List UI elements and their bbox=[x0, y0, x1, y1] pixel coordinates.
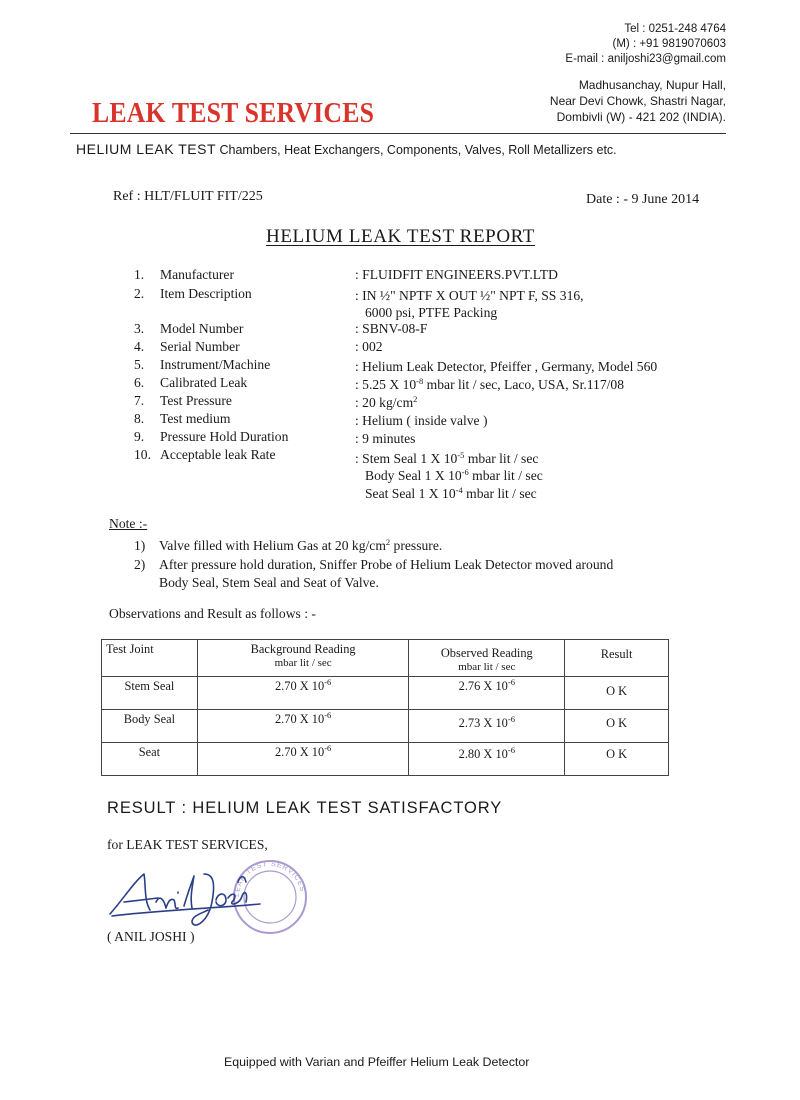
exponent: -6 bbox=[461, 467, 469, 477]
stamp-text: LEAK TEST SERVICES bbox=[233, 860, 306, 898]
item-value-calibrated-leak bbox=[355, 376, 624, 394]
tagline-lead: HELIUM LEAK TEST bbox=[76, 141, 217, 157]
item-number: 8. bbox=[134, 411, 145, 426]
value-text: mbar lit / sec bbox=[462, 486, 537, 501]
address-line: Madhusanchay, Nupur Hall, bbox=[578, 78, 726, 92]
header-observed-reading bbox=[409, 640, 565, 677]
item-value-seat-seal-rate bbox=[365, 485, 537, 503]
exponent: -6 bbox=[507, 677, 515, 687]
item-value-body-seal-rate bbox=[365, 467, 543, 485]
cell-text: Stem Seal bbox=[124, 679, 175, 693]
note-text: Valve filled with Helium Gas at 20 kg/cm bbox=[159, 538, 386, 553]
header-background-reading bbox=[197, 640, 409, 677]
item-value-hold-duration: : 9 minutes bbox=[355, 431, 416, 446]
reference-number: Ref : HLT/FLUIT FIT/225 bbox=[113, 189, 263, 204]
cell-result bbox=[565, 743, 669, 776]
note-text: Body Seal, Stem Seal and Seat of Valve. bbox=[159, 575, 379, 590]
table-row bbox=[102, 743, 669, 776]
header-test-joint bbox=[102, 640, 198, 677]
exponent: -4 bbox=[455, 485, 463, 495]
exponent: 2 bbox=[385, 537, 391, 547]
observations-heading: Observations and Result as follows : - bbox=[109, 606, 316, 621]
item-number: 10. bbox=[134, 447, 151, 462]
header-result bbox=[565, 640, 669, 677]
tagline-rest: Chambers, Heat Exchangers, Components, Valves, Roll Metallizers etc. bbox=[216, 143, 617, 157]
report-title: HELIUM LEAK TEST REPORT bbox=[266, 226, 535, 247]
value-text: Body Seal 1 X 10 bbox=[365, 468, 462, 483]
item-number: 5. bbox=[134, 357, 145, 372]
cell-test-joint bbox=[102, 677, 198, 710]
item-number: 7. bbox=[134, 393, 145, 408]
cell-observed-reading bbox=[409, 710, 565, 743]
table-row bbox=[102, 710, 669, 743]
email-address: E-mail : aniljoshi23@gmail.com bbox=[565, 53, 726, 65]
item-label-model: Model Number bbox=[160, 321, 244, 336]
item-label-test-pressure: Test Pressure bbox=[160, 393, 232, 408]
item-value-description: : IN ½" NPTF X OUT ½" NPT F, SS 316, bbox=[355, 288, 584, 303]
note-2 bbox=[159, 556, 613, 592]
header-text: Test Joint bbox=[106, 642, 154, 656]
table-header-row bbox=[102, 640, 669, 677]
company-logo-text: LEAK TEST SERVICES bbox=[92, 98, 375, 129]
item-value-serial: : 002 bbox=[355, 339, 383, 354]
footer-text: Equipped with Varian and Pfeiffer Helium Leak Detector bbox=[224, 1055, 530, 1069]
table-row bbox=[102, 677, 669, 710]
exponent: -6 bbox=[507, 745, 515, 755]
results-table bbox=[101, 639, 669, 776]
item-label-hold-duration: Pressure Hold Duration bbox=[160, 429, 289, 444]
item-label-manufacturer: Manufacturer bbox=[160, 267, 234, 282]
note-text: pressure. bbox=[390, 538, 443, 553]
item-number: 9. bbox=[134, 429, 145, 444]
cell-test-joint bbox=[102, 743, 198, 776]
for-company-line: for LEAK TEST SERVICES, bbox=[107, 837, 268, 852]
mobile-number: (M) : +91 9819070603 bbox=[612, 38, 726, 50]
value-text: mbar lit / sec, Laco, USA, Sr.117/08 bbox=[423, 377, 624, 392]
header-divider bbox=[70, 133, 726, 134]
note-number: 2) bbox=[134, 557, 146, 572]
value-text: mbar lit / sec bbox=[468, 468, 543, 483]
stamp-inner-ring bbox=[244, 871, 296, 923]
value-text: mbar lit / sec bbox=[464, 451, 539, 466]
item-value-test-medium: : Helium ( inside valve ) bbox=[355, 413, 488, 428]
item-label-description: Item Description bbox=[160, 286, 252, 301]
contact-block bbox=[565, 22, 726, 67]
cell-background-reading bbox=[197, 677, 409, 710]
item-value-instrument: : Helium Leak Detector, Pfeiffer , Germany, Model 560 bbox=[355, 359, 658, 374]
item-label-calibrated-leak: Calibrated Leak bbox=[160, 375, 248, 390]
item-label-acceptable-leak-rate: Acceptable leak Rate bbox=[160, 447, 276, 462]
exponent: -5 bbox=[457, 450, 465, 460]
exponent: -6 bbox=[324, 710, 332, 720]
item-number: 6. bbox=[134, 375, 145, 390]
cell-text: O K bbox=[606, 684, 628, 698]
item-label-serial: Serial Number bbox=[160, 339, 240, 354]
result-statement: RESULT : HELIUM LEAK TEST SATISFACTORY bbox=[107, 799, 503, 817]
report-date: Date : - 9 June 2014 bbox=[586, 192, 700, 207]
item-number: 2. bbox=[134, 286, 145, 301]
cell-test-joint bbox=[102, 710, 198, 743]
cell-text: 2.70 X 10 bbox=[274, 745, 325, 759]
signatory-name: ( ANIL JOSHI ) bbox=[107, 929, 195, 944]
header-unit: mbar lit / sec bbox=[458, 661, 516, 673]
cell-background-reading bbox=[197, 743, 409, 776]
cell-text: 2.70 X 10 bbox=[274, 679, 325, 693]
telephone: Tel : 0251-248 4764 bbox=[624, 23, 726, 35]
item-value-test-pressure bbox=[355, 394, 417, 412]
cell-text: 2.73 X 10 bbox=[458, 716, 508, 730]
note-heading: Note :- bbox=[109, 516, 148, 531]
exponent: -6 bbox=[507, 714, 515, 724]
item-number: 4. bbox=[134, 339, 145, 354]
address-line: Near Devi Chowk, Shastri Nagar, bbox=[549, 94, 726, 108]
company-stamp bbox=[234, 861, 306, 933]
item-number: 3. bbox=[134, 321, 145, 336]
header-text: Observed Reading bbox=[440, 646, 533, 660]
note-text: After pressure hold duration, Sniffer Probe of Helium Leak Detector moved around bbox=[159, 557, 614, 572]
exponent: 2 bbox=[413, 394, 418, 404]
cell-text: Seat bbox=[138, 745, 161, 759]
value-text: : 5.25 X 10 bbox=[355, 377, 417, 392]
item-value-manufacturer: : FLUIDFIT ENGINEERS.PVT.LTD bbox=[355, 267, 558, 282]
item-label-test-medium: Test medium bbox=[160, 411, 231, 426]
company-tagline bbox=[76, 141, 617, 157]
item-value-stem-seal-rate bbox=[355, 450, 538, 468]
cell-text: 2.70 X 10 bbox=[274, 712, 325, 726]
exponent: -8 bbox=[416, 376, 424, 386]
cell-result bbox=[565, 677, 669, 710]
item-label-instrument: Instrument/Machine bbox=[160, 357, 271, 372]
cell-observed-reading bbox=[409, 743, 565, 776]
header-unit: mbar lit / sec bbox=[274, 657, 332, 669]
cell-background-reading bbox=[197, 710, 409, 743]
cell-text: 2.80 X 10 bbox=[458, 747, 508, 761]
item-value-model: : SBNV-08-F bbox=[355, 321, 428, 336]
cell-result bbox=[565, 710, 669, 743]
cell-text: O K bbox=[606, 716, 628, 730]
item-number: 1. bbox=[134, 267, 145, 282]
exponent: -6 bbox=[324, 743, 332, 753]
cell-text: Body Seal bbox=[123, 712, 176, 726]
signature bbox=[110, 874, 260, 925]
item-value-description-cont: 6000 psi, PTFE Packing bbox=[365, 305, 498, 320]
header-text: Background Reading bbox=[250, 642, 356, 656]
note-1 bbox=[159, 537, 442, 555]
cell-text: O K bbox=[606, 747, 628, 761]
exponent: -6 bbox=[324, 677, 332, 687]
value-text: Seat Seal 1 X 10 bbox=[365, 486, 456, 501]
note-number: 1) bbox=[134, 538, 146, 553]
header-text: Result bbox=[600, 647, 633, 661]
value-text: : 20 kg/cm bbox=[355, 395, 414, 410]
cell-text: 2.76 X 10 bbox=[458, 679, 508, 693]
cell-observed-reading bbox=[409, 677, 565, 710]
address-block bbox=[550, 77, 726, 125]
address-line: Dombivli (W) - 421 202 (INDIA). bbox=[556, 110, 726, 124]
value-text: : Stem Seal 1 X 10 bbox=[355, 451, 458, 466]
